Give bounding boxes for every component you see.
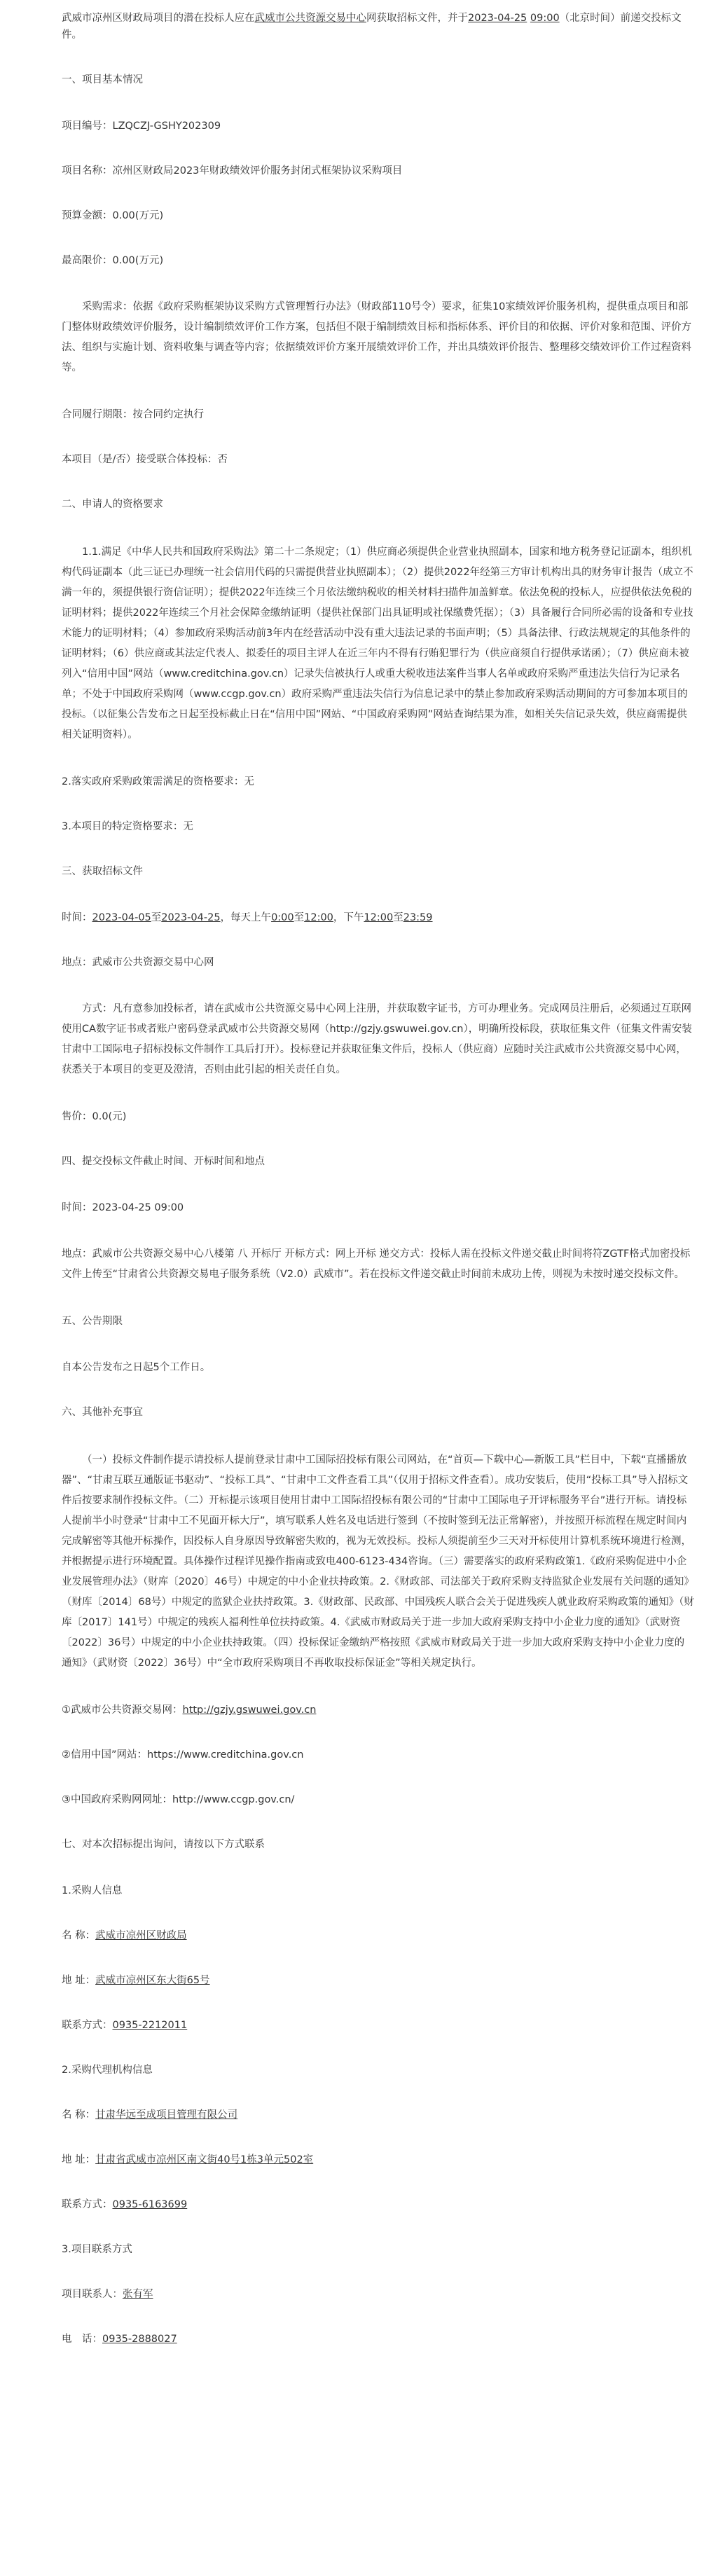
intro-venue: 武威市公共资源交易中心 <box>254 13 366 24</box>
intro-time: 09:00 <box>530 13 560 24</box>
section6-heading: 六、其他补充事宜 <box>62 1407 143 1418</box>
deadline-time: 时间：2023-04-25 09:00 <box>62 1202 184 1213</box>
section5-heading: 五、公告期限 <box>62 1316 123 1327</box>
contract-period: 合同履行期限：按合同约定执行 <box>62 409 204 420</box>
agency-address-value: 甘肃省武威市凉州区南文街40号1栋3单元502室 <box>95 2154 314 2165</box>
document-time-label: 时间： <box>62 912 92 923</box>
buyer-address-value: 武威市凉州区东大街65号 <box>95 1975 210 1986</box>
contact-person <box>62 2286 694 2303</box>
document-end-date: 2023-04-25 <box>161 912 221 923</box>
document-time-to: 至 <box>151 912 162 923</box>
buyer-phone <box>62 2017 694 2034</box>
contact-phone <box>62 2331 694 2348</box>
contact-person-value: 张有军 <box>123 2289 153 2300</box>
buyer-address-label: 地 址： <box>62 1975 96 1986</box>
intro-paragraph <box>62 10 694 43</box>
contact-person-label: 项目联系人： <box>62 2289 123 2300</box>
intro-prefix: 武威市凉州区财政局项目的潜在投标人应在 <box>62 13 255 24</box>
link-ccgp[interactable]: ③中国政府采购网网址：http://www.ccgp.gov.cn/ <box>62 1794 295 1805</box>
document-am-start: 0:00 <box>271 912 294 923</box>
contact-phone-value: 0935-2888027 <box>102 2334 177 2345</box>
document-daily-prefix: ，每天上午 <box>220 912 272 923</box>
max-price: 最高限价：0.00(万元) <box>62 255 164 266</box>
document-daily-mid: ，下午 <box>333 912 364 923</box>
agency-name <box>62 2107 694 2123</box>
buyer-name-value: 武威市凉州区财政局 <box>95 1930 187 1941</box>
project-number: 项目编号：LZQCZJ-GSHY202309 <box>62 120 221 132</box>
supplementary-matters: （一）投标文件制作提示请投标人提前登录甘肃中工国际招投标有限公司网站，在“首页—下载中心—新版工具”栏目中，下载“直播播放器”、“甘肃互联互通版证书驱动”、“投标工具”、“甘肃中工文件查看工具”（仅用于招标文件查看）。成功安装后，使用“投标工具”导入招标文件后按要求制作投标文件。（二）开标提示该项目使用甘肃中工国际招投标有限公司的“甘肃中工国际电子开评标服务平台”进行开标。请投标人提前半小时登录“甘肃中工不见面开标大厅”，填写联系人姓名及电话进行签到（不按时签到无法正常解密），并按照开标流程在规定时间内完成解密等其他开标操作，因投标人自身原因导致解密失败的，视为无效投标。投标人须提前至少三天对开标使用计算机系统环境进行检测，并根据提示进行环境配置。具体操作过程详见操作指南或致电400-6123-434咨询。（三）需要落实的政府采购政策1.《政府采购促进中小企业发展管理办法》（财库〔2020〕46号）中规定的中小企业扶持政策。2.《财政部、司法部关于政府采购支持监狱企业发展有关问题的通知》（财库〔2014〕68号）中规定的监狱企业扶持政策。3.《财政部、民政部、中国残疾人联合会关于促进残疾人就业政府采购政策的通知》（财库〔2017〕141号）中规定的残疾人福利性单位扶持政策。4.《武威市财政局关于进一步加大政府采购支持中小企业力度的通知》（武财资〔2022〕36号）中规定的中小企业扶持政策。（四）投标保证金缴纳严格按照《武威市财政局关于进一步加大政府采购支持中小企业力度的通知》（武财资〔2022〕36号）中“全市政府采购项目不再收取投标保证金”等相关规定执行。 <box>62 1454 694 1669</box>
document-am-to: 至 <box>294 912 305 923</box>
buyer-heading: 1.采购人信息 <box>62 1885 123 1896</box>
section1-heading: 一、项目基本情况 <box>62 74 143 85</box>
qualification-requirement-1: 1.1.满足《中华人民共和国政府采购法》第二十二条规定；（1）供应商必须提供企业营业执照副本，国家和地方税务登记证副本，组织机构代码证副本（此三证已办理统一社会信用代码的只需提供营业执照副本）；（2）提供2022年经第三方审计机构出具的财务审计报告（成立不满一年的，须提供银行资信证明）；提供2022年连续三个月依法缴纳税收的相关材料扫描件加盖鲜章。依法免税的投标人，应提供依法免税的证明材料；提供2022年连续三个月社会保障金缴纳证明（提供社保部门出具证明或社保缴费凭据）；（3）具备履行合同所必需的设备和专业技术能力的证明材料；（4）参加政府采购活动前3年内在经营活动中没有重大违法记录的书面声明；（5）具备法律、行政法规规定的其他条件的证明材料；（6）供应商或其法定代表人、拟委任的项目主评人在近三年内不得有行贿犯罪行为（供应商须自行提供承诺函）；（7）供应商未被列入“信用中国”网站（www.creditchina.gov.cn）记录失信被执行人或重大税收违法案件当事人名单或政府采购严重违法失信行为记录名单；不处于中国政府采购网（www.ccgp.gov.cn）政府采购严重违法失信行为信息记录中的禁止参加政府采购活动期间的方可参加本项目的投标。（以征集公告发布之日起至投标截止日在“信用中国”网站、“中国政府采购网”网站查询结果为准，如相关失信记录失效，供应商需提供相关证明资料）。 <box>62 546 693 741</box>
intro-mid: 网获取招标文件，并于 <box>366 13 468 24</box>
qualification-requirement-2: 2.落实政府采购政策需满足的资格要求：无 <box>62 776 254 787</box>
agency-phone-label: 联系方式： <box>62 2199 113 2210</box>
budget-amount: 预算金额：0.00(万元) <box>62 210 164 221</box>
buyer-phone-label: 联系方式： <box>62 2020 113 2031</box>
section3-heading: 三、获取招标文件 <box>62 866 143 877</box>
buyer-name <box>62 1927 694 1944</box>
contact-phone-label: 电 话： <box>62 2334 102 2345</box>
agency-name-label: 名 称： <box>62 2109 96 2121</box>
agency-phone-value: 0935-6163699 <box>112 2199 188 2210</box>
document-am-end: 12:00 <box>304 912 333 923</box>
agency-address-label: 地 址： <box>62 2154 96 2165</box>
section4-heading: 四、提交投标文件截止时间、开标时间和地点 <box>62 1156 265 1167</box>
agency-phone <box>62 2196 694 2213</box>
document-method: 方式：凡有意参加投标者，请在武威市公共资源交易中心网上注册，并获取数字证书，方可办理业务。完成网员注册后，必须通过互联网使用CA数字证书或者账户密码登录武威市公共资源交易网（http://gzjy.gswuwei.gov.cn），明确所投标段，获取征集文件（征集文件需安装甘肃中工国际电子招标投标文件制作工具后打开）。投标登记并获取征集文件后，投标人（供应商）应随时关注武威市公共资源交易中心网，获悉关于本项目的变更及澄清，否则由此引起的相关责任自负。 <box>62 1003 692 1075</box>
document-time <box>62 909 694 926</box>
link-wuwei-exchange <box>62 1702 694 1719</box>
consortium-bid: 本项目（是/否）接受联合体投标：否 <box>62 454 228 465</box>
link-wuwei-url[interactable]: http://gzjy.gswuwei.gov.cn <box>182 1704 317 1716</box>
document-start-date: 2023-04-05 <box>92 912 151 923</box>
bid-opening-location: 地点：武威市公共资源交易中心八楼第 八 开标厅 开标方式：网上开标 递交方式：投标人需在投标文件递交截止时间将符ZGTF格式加密投标文件上传至“甘肃省公共资源交易电子服务系统（V2.0）武威市”。若在投标文件递交截止时间前未成功上传，则视为未按时递交投标文件。 <box>62 1248 691 1280</box>
document-pm-end: 23:59 <box>403 912 433 923</box>
buyer-phone-value: 0935-2212011 <box>112 2020 188 2031</box>
qualification-requirement-3: 3.本项目的特定资格要求：无 <box>62 821 193 832</box>
document-price: 售价：0.0(元) <box>62 1111 127 1122</box>
section2-heading: 二、申请人的资格要求 <box>62 499 163 510</box>
agency-address <box>62 2151 694 2168</box>
section7-heading: 七、对本次招标提出询问，请按以下方式联系 <box>62 1839 265 1850</box>
agency-heading: 2.采购代理机构信息 <box>62 2065 153 2076</box>
announcement-period: 自本公告发布之日起5个工作日。 <box>62 1362 211 1373</box>
intro-suffix: （北京时间）前递交投标文件。 <box>62 13 682 41</box>
link-credit-china[interactable]: ②信用中国”网站：https://www.creditchina.gov.cn <box>62 1749 304 1761</box>
document-pm-to: 至 <box>393 912 403 923</box>
link-wuwei-label: ①武威市公共资源交易网： <box>62 1704 183 1716</box>
procurement-requirements: 采购需求：依据《政府采购框架协议采购方式管理暂行办法》（财政部110号令）要求，征集10家绩效评价服务机构，提供重点项目和部门整体财政绩效评价服务，设计编制绩效评价工作方案，包括但不限于编制绩效目标和指标体系、评价目的和依据、评价对象和范围、评价方法、组织与实施计划、资料收集与调查等内容；依据绩效评价方案开展绩效评价工作，并出具绩效评价报告、整理移交绩效评价工作过程资料等。 <box>62 301 691 373</box>
buyer-address <box>62 1972 694 1989</box>
contact-heading: 3.项目联系方式 <box>62 2244 132 2255</box>
intro-date: 2023-04-25 <box>468 13 527 24</box>
project-name: 项目名称：凉州区财政局2023年财政绩效评价服务封闭式框架协议采购项目 <box>62 165 403 177</box>
document-location: 地点：武威市公共资源交易中心网 <box>62 957 214 968</box>
document-pm-start: 12:00 <box>364 912 394 923</box>
agency-name-value: 甘肃华远至成项目管理有限公司 <box>95 2109 238 2121</box>
buyer-name-label: 名 称： <box>62 1930 96 1941</box>
